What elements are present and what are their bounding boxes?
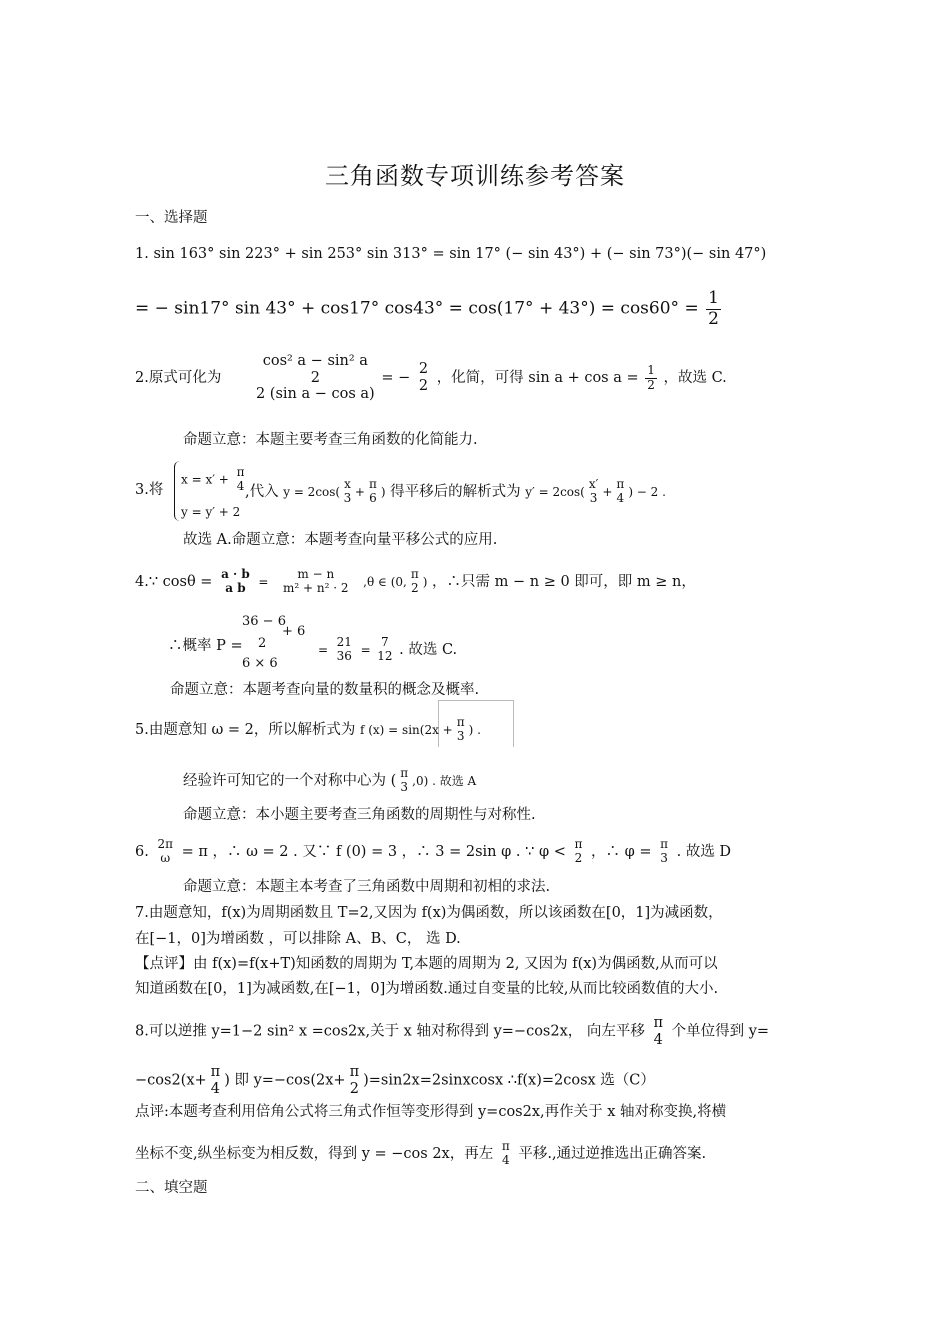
q4-p-top: 36 − 6 (242, 614, 286, 629)
q8-l2-four: 4 (210, 1080, 221, 1097)
q6-frac3 (658, 838, 670, 866)
q1-result-fraction (706, 289, 721, 329)
q4-ab-den: a b (225, 580, 246, 595)
q8-l4b: 平移.,通过逆推选出正确答案. (518, 1145, 707, 1162)
q8-l2-pi2: π (349, 1064, 360, 1080)
q1-line1: 1. sin 163° sin 223° + sin 253° sin 313° = sin 17° (− sin 43°) + (− sin 73°)(− sin 47°) (135, 246, 767, 262)
q2-prefix: 2.原式可化为 (135, 370, 222, 387)
q4-mn-fraction (283, 568, 349, 596)
q6-frac3-den: 3 (660, 850, 668, 865)
q4-ab-num: a · b (221, 567, 250, 581)
q6-prefix: 6. (135, 843, 149, 860)
q5-check-three: 3 (400, 779, 409, 794)
q2-note: 命题立意：本题主要考查三角函数的化简能力. (183, 432, 478, 448)
q8-line4 (135, 1140, 706, 1168)
q2-rhs-num: 2 (418, 361, 429, 378)
q2-res-den: 2 (647, 377, 655, 392)
q3-mid1: ,代入 (245, 483, 279, 500)
q4-p-eq: = (318, 642, 329, 657)
q3-f2a: x′ (588, 477, 599, 491)
q1-frac-num: 1 (708, 288, 719, 308)
q4-line1 (135, 568, 696, 596)
q3-sys1-pi: π (236, 465, 245, 479)
q4-p-den: 6 × 6 (242, 656, 278, 671)
q4-ab-fraction (219, 568, 252, 596)
q8-l2-two: 2 (349, 1080, 359, 1097)
q4-rest: ，∴只需 m − n ≥ 0 即可，即 m ≥ n， (432, 573, 696, 590)
q5-fx: f (x) = sin(2x + (359, 722, 453, 737)
q6-frac1 (155, 838, 175, 866)
q1-frac-den: 2 (708, 308, 719, 329)
q3-prefix: 3.将 (135, 482, 164, 498)
q4-eq: = (258, 574, 269, 589)
q4-mn-num: m − n (297, 567, 335, 581)
q8-line1 (135, 1015, 769, 1048)
q6-frac1-num: 2π (157, 837, 173, 851)
q3-f1-frac1 (342, 478, 353, 506)
q3-f2-frac1 (587, 478, 601, 506)
section-heading-fill: 二、填空题 (135, 1180, 208, 1196)
q5-pi: π (456, 715, 465, 729)
q3-f1a: x (344, 477, 351, 491)
q5-prefix: 5.由题意知 ω = 2，所以解析式为 (135, 721, 356, 738)
q6-frac1-den: ω (160, 850, 171, 865)
q6-frac2 (572, 838, 584, 866)
q3-f2b: 3 (589, 490, 598, 505)
q5-check-tail: ,0) . 故选 A (412, 773, 477, 788)
q7-line3: 【点评】由 f(x)=f(x+T)知函数的周期为 T,本题的周期为 2, 又因为 f(x)为偶函数,从而可以 (135, 956, 718, 972)
q3-f1d: 6 (369, 490, 377, 505)
q4-p-f1d: 36 (336, 648, 352, 663)
q4-theta: ,θ ∈ (0, (363, 574, 407, 589)
q5-check (183, 767, 476, 795)
q4-mn-den: m² + n² · 2 (283, 580, 349, 595)
q3-system-eq2: y = y′ + 2 (181, 505, 241, 519)
q8-l2a: −cos2(x+ (135, 1072, 207, 1089)
q6-note: 命题立意：本题主本考查了三角函数中周期和初相的求法. (183, 879, 551, 895)
q8-l2-frac1 (209, 1064, 223, 1097)
q4-p-prefix: ∴概率 P = (168, 638, 243, 654)
q4-two: 2 (410, 580, 419, 595)
q4-p-line (168, 636, 243, 656)
q3-system-brace (174, 461, 181, 521)
q3-mid2: 得平移后的解析式为 (390, 483, 521, 500)
q8-l4a: 坐标不变,纵坐标变为相反数，得到 y = −cos 2x，再左 (135, 1145, 494, 1162)
q7-line1: 7.由题意知，f(x)为周期函数且 T=2,又因为 f(x)为偶函数，所以该函数在[0，1]为减函数， (135, 905, 723, 921)
q8-l2-pi: π (210, 1064, 221, 1080)
q3-f2d: 4 (616, 490, 625, 505)
q4-p-f1n: 21 (336, 635, 352, 649)
q3-system-eq1 (181, 466, 249, 494)
q2-expr-fraction (256, 353, 375, 403)
q6-mid: ，∴ φ = (590, 843, 652, 860)
q6-frac2-den: 2 (574, 850, 583, 865)
q8-l2c: )=sin2x=2sinxcosx ∴f(x)=2cosx 选（C） (363, 1072, 655, 1089)
q1-line2 (135, 289, 723, 329)
q7-line2: 在[−1，0]为增函数 ，可以排除 A、B、C， 选 D. (135, 931, 461, 947)
q1-line2-expr: = − sin17° sin 43° + cos17° cos43° = cos(17° + 43°) = cos60° = (135, 298, 699, 319)
q2-mid: ，化简，可得 (436, 370, 524, 387)
q8-l1-pi: π (653, 1015, 664, 1031)
q3-f1e: ) (380, 484, 386, 499)
q8-l4-four: 4 (501, 1152, 510, 1167)
q5-check-pi: π (400, 766, 409, 780)
q5-close: ) . (468, 722, 481, 737)
q4-p-f2n: 7 (381, 635, 389, 649)
q8-l1b: 个单位得到 y= (671, 1023, 770, 1040)
q4-p-frac1 (335, 636, 354, 664)
q6-frac2-num: π (574, 837, 583, 851)
q6-frac3-num: π (660, 837, 668, 851)
q3-f2e: ) − 2 . (628, 484, 666, 499)
q8-l2-frac2 (348, 1064, 362, 1097)
q8-line2 (135, 1064, 655, 1097)
q2-coef: 2 (310, 369, 320, 386)
q2-res-num: 1 (647, 362, 655, 377)
q4-p-rhs: = 21 36 = 7 12 . 故选 C. (318, 635, 458, 663)
q3-f1: y = 2cos( (283, 484, 341, 499)
q4-theta-fraction (409, 568, 421, 596)
q8-line3: 点评:本题考查利用倍角公式将三角式作恒等变形得到 y=cos2x,再作关于 x 轴对称变换,将横 (135, 1104, 727, 1120)
q5-three: 3 (456, 728, 465, 743)
q8-l4-pi: π (501, 1139, 510, 1153)
q2-coef2: 2 (255, 386, 266, 403)
q3-sys1-four: 4 (236, 478, 245, 493)
q2-suffix: ，故选 C. (663, 370, 727, 387)
q4-p-suffix: . 故选 C. (399, 641, 458, 658)
q3-sys1: x = x′ + (181, 472, 229, 487)
q3-body: ,代入 y = 2cos( x 3 + π 6 ) 得平移后的解析式为 y′ = 2cos( x′ 3 + π 4 ) − 2 . (245, 477, 666, 505)
q6-line (135, 838, 731, 866)
q2-expr-num: cos² a − sin² a (262, 353, 368, 369)
page-title: 三角函数专项训练参考答案 (325, 162, 625, 190)
q2-rhs-fraction (417, 361, 430, 394)
q4-pi: π (410, 567, 419, 581)
q3-note: 故选 A.命题立意：本题考查向量平移公式的应用. (183, 532, 498, 548)
q6-suffix: . 故选 D (676, 843, 732, 860)
q2-rhs-den: 2 (418, 378, 429, 395)
q5-line (135, 716, 481, 744)
q4-cos: 4.∵ cosθ = (135, 573, 213, 590)
q6-body: = π ，∴ ω = 2 . 又∵ f (0) = 3 ，∴ 3 = 2sin φ . ∵ φ < (181, 843, 566, 860)
q4-p-f2d: 12 (377, 648, 393, 663)
q2-res-fraction (645, 364, 657, 393)
q5-fraction (455, 716, 467, 744)
q8-l1-four: 4 (653, 1031, 663, 1048)
section-heading-choice: 一、选择题 (135, 210, 208, 226)
q2-result: sin a + cos a = (528, 370, 639, 387)
q3-f1-frac2 (367, 478, 379, 506)
q4-note: 命题立意：本题考查向量的数量积的概念及概率. (170, 682, 480, 698)
q8-l1-frac (651, 1015, 665, 1048)
q3-f2c: π (616, 477, 625, 491)
q2-line (135, 353, 727, 403)
q5-check-text: 经验许可知它的一个对称中心为 ( (183, 772, 397, 789)
q5-check-fraction (398, 767, 410, 795)
q5-note: 命题立意：本小题主要考查三角函数的周期性与对称性. (183, 807, 536, 823)
q4-p-plus: + 6 (282, 624, 306, 639)
q3-f1b: 3 (343, 490, 352, 505)
q4-close: ) (422, 574, 428, 589)
q3-f1c: π (368, 477, 377, 491)
q3-f2-frac2 (614, 478, 626, 506)
q4-p-frac2 (377, 636, 392, 664)
q2-expr-den: (sin a − cos a) (269, 386, 375, 403)
q7-line4: 知道函数在[0，1]为减函数,在[−1，0]为增函数.通过自变量的比较,从而比较函数值的大小. (135, 981, 719, 997)
q8-l1a: 8.可以逆推 y=1−2 sin² x =cos2x,关于 x 轴对称得到 y=−cos2x， 向左平移 (135, 1023, 645, 1040)
q2-eq: = − (381, 370, 411, 387)
q8-l4-frac (500, 1140, 512, 1168)
q8-l2b: ) 即 y=−cos(2x+ (224, 1072, 346, 1089)
q3-f2: y′ = 2cos( (525, 484, 585, 499)
q2-expr-den-row (256, 386, 375, 403)
q4-p-top2: 2 (258, 636, 267, 651)
